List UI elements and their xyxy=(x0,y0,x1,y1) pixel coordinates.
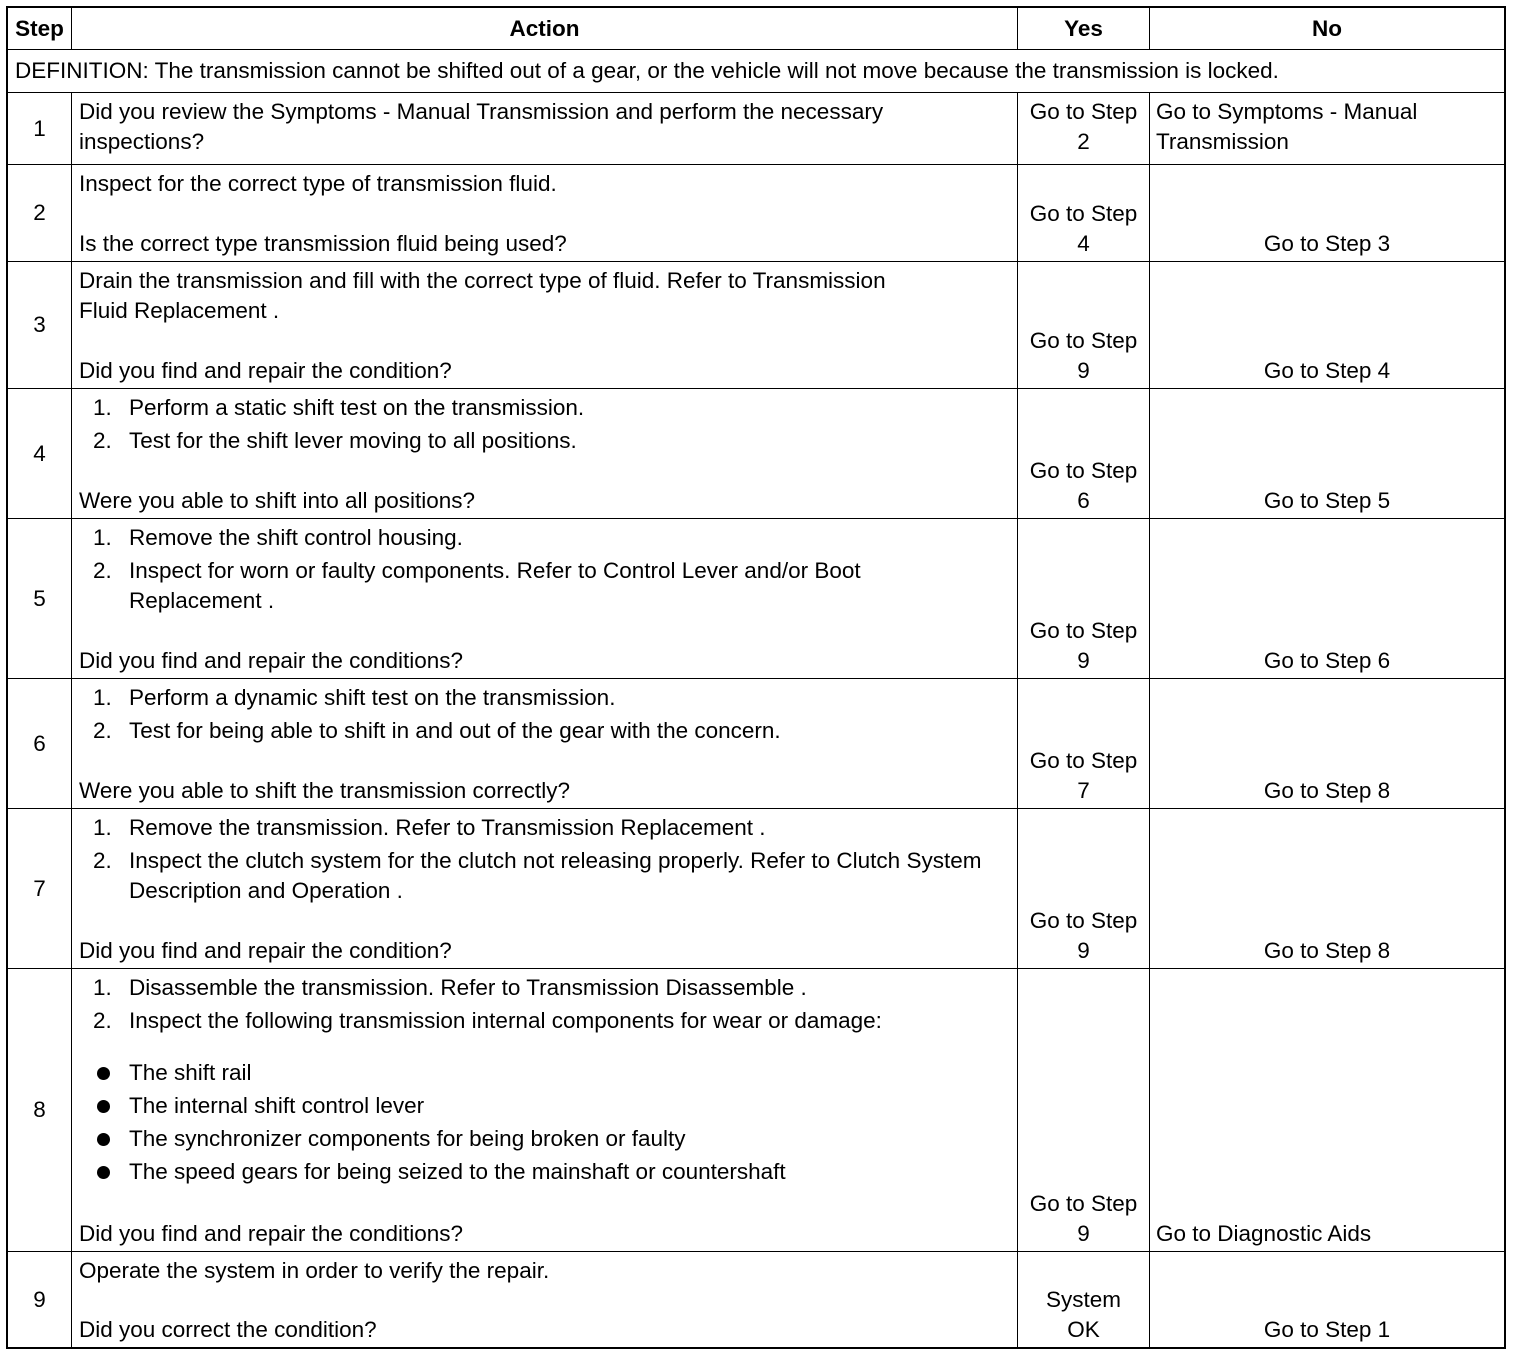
list-item: The synchronizer components for being broken or faulty xyxy=(79,1124,1011,1154)
action-question: Did you find and repair the condition? xyxy=(79,358,452,383)
list-item: 1. Perform a dynamic shift test on the transmission. xyxy=(93,685,616,710)
table-row xyxy=(8,388,1504,518)
bullet-icon xyxy=(97,1166,110,1179)
yes-text: 9 xyxy=(1077,1221,1090,1246)
yes-cell xyxy=(1018,1252,1150,1347)
no-text: Go to Step 5 xyxy=(1263,488,1391,513)
yes-text: 4 xyxy=(1077,231,1090,256)
list-item: 1. Remove the shift control housing. xyxy=(93,525,463,550)
no-cell xyxy=(1150,809,1504,968)
numbered-list xyxy=(79,973,1011,1036)
list-item: The internal shift control lever xyxy=(79,1091,1011,1121)
action-intro: Inspect for the correct type of transmission fluid. xyxy=(79,171,557,196)
yes-cell xyxy=(1018,809,1150,968)
action-question: Were you able to shift into all positions? xyxy=(79,488,476,513)
yes-text: 9 xyxy=(1077,648,1090,673)
header-step: Step xyxy=(8,8,72,49)
list-item: 2. Inspect for worn or faulty components. Refer to Control Lever and/or Boot Replacement . xyxy=(93,558,861,613)
no-cell xyxy=(1150,389,1504,518)
header-no: No xyxy=(1312,15,1342,41)
yes-cell xyxy=(1018,93,1150,164)
action-question: Did you find and repair the conditions? xyxy=(79,648,463,673)
action-cell xyxy=(72,165,1018,261)
action-question: Did you find and repair the conditions? xyxy=(79,1221,463,1246)
list-item: The speed gears for being seized to the mainshaft or countershaft xyxy=(79,1157,1011,1187)
diagnostic-table xyxy=(6,6,1506,1349)
no-cell xyxy=(1150,679,1504,808)
table-row xyxy=(8,968,1504,1251)
step-number: 8 xyxy=(8,969,72,1251)
bullet-icon xyxy=(97,1100,110,1113)
action-question: Did you find and repair the condition? xyxy=(79,938,452,963)
no-text: Go to Diagnostic Aids xyxy=(1156,1221,1372,1246)
action-cell xyxy=(72,262,1018,388)
step-number: 9 xyxy=(8,1252,72,1347)
no-cell xyxy=(1150,519,1504,678)
list-item: 1. Disassemble the transmission. Refer to Transmission Disassemble . xyxy=(93,975,807,1000)
numbered-list xyxy=(79,683,1011,746)
yes-text: Go to Step xyxy=(1029,328,1138,353)
no-text: Go to Step 8 xyxy=(1263,778,1391,803)
yes-cell xyxy=(1018,262,1150,388)
step-number: 5 xyxy=(8,519,72,678)
step-number: 4 xyxy=(8,389,72,518)
yes-text: Go to Step xyxy=(1029,618,1138,643)
yes-text: OK xyxy=(1067,1317,1100,1342)
table-row xyxy=(8,1251,1504,1347)
yes-cell xyxy=(1018,679,1150,808)
no-text: Go to Step 3 xyxy=(1263,231,1391,256)
list-item: 1. Perform a static shift test on the transmission. xyxy=(93,395,585,420)
action-question: Did you correct the condition? xyxy=(79,1317,377,1342)
action-line: Did you review the Symptoms - Manual Transmission and perform the necessary xyxy=(79,99,884,124)
yes-cell xyxy=(1018,389,1150,518)
yes-text: Go to Step xyxy=(1029,99,1138,124)
numbered-list xyxy=(79,393,1011,456)
no-cell xyxy=(1150,1252,1504,1347)
no-cell xyxy=(1150,969,1504,1251)
definition-row xyxy=(8,49,1504,92)
no-cell xyxy=(1150,165,1504,261)
list-item: 1. Remove the transmission. Refer to Transmission Replacement . xyxy=(93,815,766,840)
yes-text: Go to Step xyxy=(1029,748,1138,773)
numbered-list xyxy=(79,523,1011,616)
yes-text: 6 xyxy=(1077,488,1090,513)
header-action: Action xyxy=(72,8,1018,49)
bullet-icon xyxy=(97,1133,110,1146)
list-item: 2. Inspect the following transmission internal components for wear or damage: xyxy=(93,1008,882,1033)
table-row xyxy=(8,808,1504,968)
list-item: 2. Inspect the clutch system for the clutch not releasing properly. Refer to Clutch System Description and Operation . xyxy=(93,848,982,903)
table-row xyxy=(8,92,1504,164)
no-text: Transmission xyxy=(1156,129,1289,154)
action-line: inspections? xyxy=(79,129,205,154)
action-cell xyxy=(72,969,1018,1251)
list-item: 2. Test for being able to shift in and out of the gear with the concern. xyxy=(93,718,781,743)
no-cell xyxy=(1150,93,1504,164)
step-number: 2 xyxy=(8,165,72,261)
no-text: Go to Step 4 xyxy=(1263,358,1391,383)
definition-text: DEFINITION: The transmission cannot be shifted out of a gear, or the vehicle will not move because the transmission is locked. xyxy=(15,58,1279,83)
no-text: Go to Step 1 xyxy=(1263,1317,1391,1342)
yes-cell xyxy=(1018,519,1150,678)
table-row xyxy=(8,678,1504,808)
numbered-list xyxy=(79,813,1011,906)
action-intro: Operate the system in order to verify the repair. xyxy=(79,1258,550,1283)
yes-cell xyxy=(1018,969,1150,1251)
yes-text: 9 xyxy=(1077,938,1090,963)
action-cell xyxy=(72,679,1018,808)
table-row xyxy=(8,164,1504,261)
action-line: Drain the transmission and fill with the correct type of fluid. Refer to Transmission xyxy=(79,268,886,293)
action-cell xyxy=(72,1252,1018,1347)
no-text: Go to Step 6 xyxy=(1263,648,1391,673)
action-cell xyxy=(72,93,1018,164)
yes-cell xyxy=(1018,165,1150,261)
yes-text: System xyxy=(1045,1287,1121,1312)
list-item: 2. Test for the shift lever moving to all positions. xyxy=(93,428,577,453)
step-number: 3 xyxy=(8,262,72,388)
yes-text: Go to Step xyxy=(1029,458,1138,483)
list-item: The shift rail xyxy=(79,1058,1011,1088)
yes-text: 2 xyxy=(1077,129,1090,154)
table-row xyxy=(8,518,1504,678)
step-number: 6 xyxy=(8,679,72,808)
action-line: Fluid Replacement . xyxy=(79,298,280,323)
table-header-row xyxy=(8,8,1504,49)
yes-text: 7 xyxy=(1077,778,1090,803)
table-row xyxy=(8,261,1504,388)
yes-text: Go to Step xyxy=(1029,908,1138,933)
action-cell xyxy=(72,519,1018,678)
yes-text: 9 xyxy=(1077,358,1090,383)
no-text: Go to Step 8 xyxy=(1263,938,1391,963)
header-yes: Yes xyxy=(1018,8,1150,49)
action-cell xyxy=(72,389,1018,518)
no-text: Go to Symptoms - Manual xyxy=(1156,99,1418,124)
action-question: Is the correct type transmission fluid being used? xyxy=(79,231,567,256)
step-number: 7 xyxy=(8,809,72,968)
bullet-icon xyxy=(97,1067,110,1080)
step-number: 1 xyxy=(8,93,72,164)
yes-text: Go to Step xyxy=(1029,201,1138,226)
action-cell xyxy=(72,809,1018,968)
yes-text: Go to Step xyxy=(1029,1191,1138,1216)
no-cell xyxy=(1150,262,1504,388)
action-question: Were you able to shift the transmission correctly? xyxy=(79,778,571,803)
bullet-list xyxy=(79,1058,1011,1187)
